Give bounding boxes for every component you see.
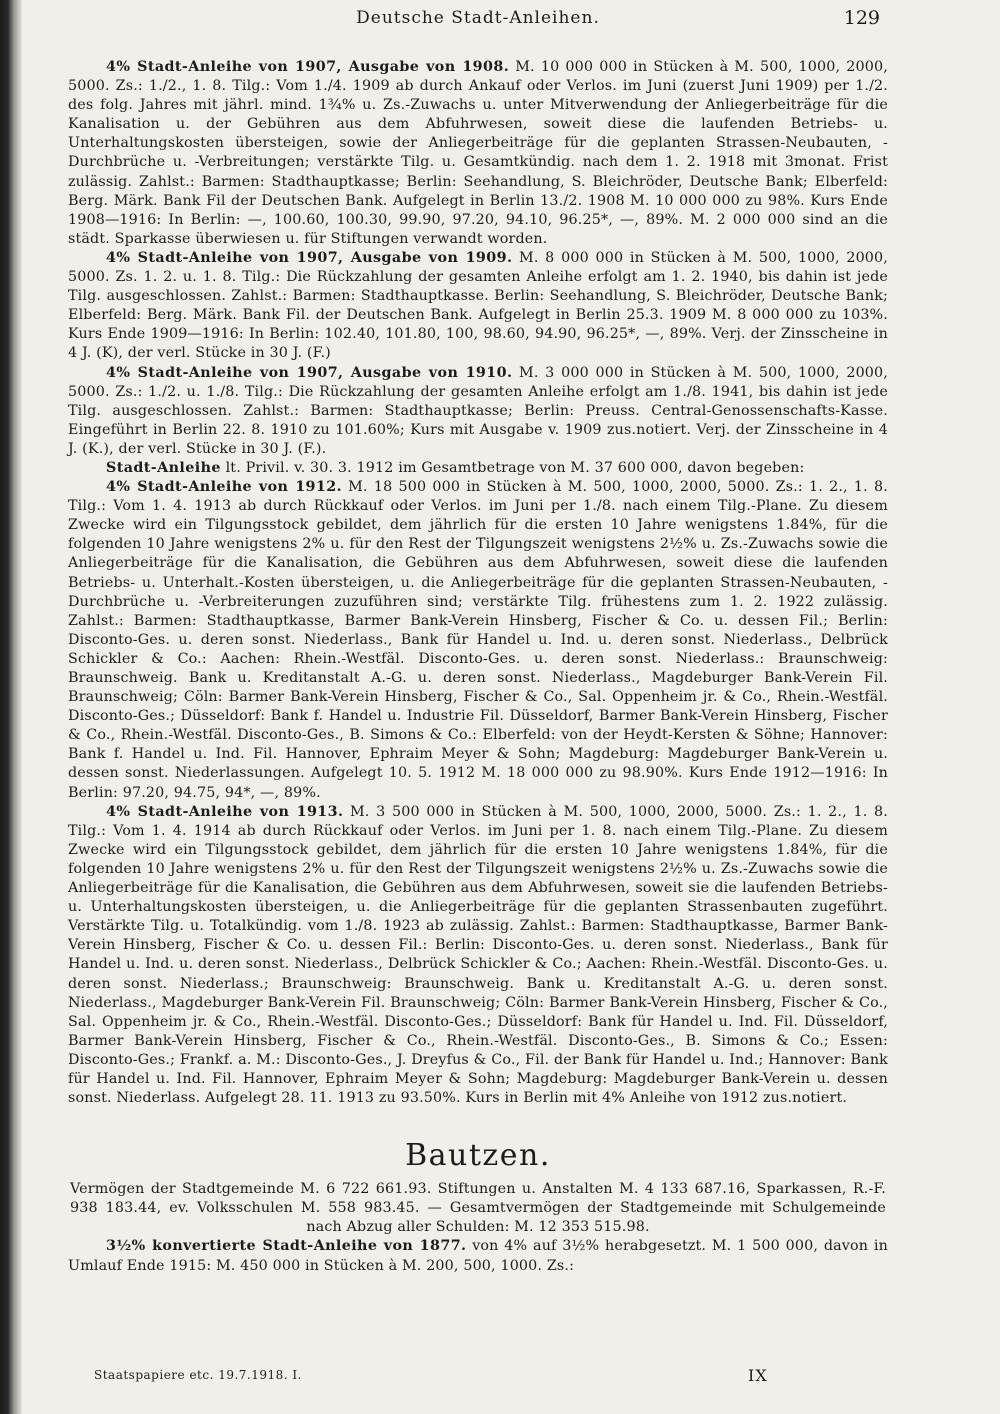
- entry-heading: 4% Stadt-Anleihe von 1907, Ausgabe von 1909.: [106, 249, 513, 266]
- loan-entry-1912: [68, 478, 888, 803]
- document-page: [68, 0, 888, 1414]
- page-footer: [68, 1368, 888, 1390]
- entry-text: M. 10 000 000 in Stücken à M. 500, 1000, 2000, 5000. Zs.: 1./2., 1. 8. Tilg.: Vom 1./4. 1909 ab durch Ankauf oder Verlos. im Juni (zuerst Juni 1909) per 1./2. des folg. Jahres mit jährl. mind. 1¾% u. Zs.-Zuwachs u. unter Mitverwendung der Anliegerbeiträge für die Kanalisation u. der Gebühren aus dem Abfuhrwesen, soweit diese die laufenden Betriebs- u. Unterhaltungskosten übersteigen, sowie der Anliegerbeiträge für die geplanten Strassen-Neubauten, -Durchbrüche u. -Verbreitungen; verstärkte Tilg. u. Gesamtkündig. nach dem 1. 2. 1918 mit 3monat. Frist zulässig. Zahlst.: Barmen: Stadthauptkasse; Berlin: Seehandlung, S. Bleichröder, Deutsche Bank; Elberfeld: Berg. Märk. Bank Fil der Deutschen Bank. Aufgelegt in Berlin 13./2. 1908 M. 10 000 000 zu 98%. Kurs Ende 1908—1916: In Berlin: —, 100.60, 100.30, 99.90, 97.20, 94.10, 96.25*, —, 89%. M. 2 000 000 sind an die städt. Sparkasse überwiesen u. für Stiftungen verwandt worden.: [68, 59, 888, 247]
- entry-text: M. 8 000 000 in Stücken à M. 500, 1000, 2000, 5000. Zs. 1. 2. u. 1. 8. Tilg.: Die Rückzahlung der gesamten Anleihe erfolgt am 1. 2. 1940, bis dahin ist jede Tilg. ausgeschlossen. Zahlst.: Barmen: Stadthauptkasse. Berlin: Seehandlung, S. Bleichröder, Deutsche Bank; Elberfeld: Berg. Märk. Bank Fil. der Deutschen Bank. Aufgelegt in Berlin 25.3. 1909 M. 8 000 000 zu 103%. Kurs Ende 1909—1916: In Berlin: 102.40, 101.80, 100, 98.60, 94.90, 96.25*, —, 89%. Verj. der Zinsscheine in 4 J. (K), der verl. Stücke in 30 J. (F.): [68, 249, 888, 362]
- loan-entry-1907-1910: [68, 364, 888, 459]
- running-head: [68, 8, 888, 36]
- book-gutter-edge: [0, 0, 22, 1414]
- entry-text: von 4% auf 3½% herabgesetzt. M. 1 500 000, davon in Umlauf Ende 1915: M. 450 000 in Stücken à M. 200, 500, 1000. Zs.:: [68, 1238, 888, 1274]
- entry-text: M. 18 500 000 in Stücken à M. 500, 1000, 2000, 5000. Zs.: 1. 2., 1. 8. Tilg.: Vom 1. 4. 1913 ab durch Rückkauf oder Verlos. im Juni per 1./8. nach einem Tilg.-Plane. Zu diesem Zwecke wird ein Tilgungsstock gebildet, dem jährlich für die ersten 10 Jahre wenigstens 1.84%, für die folgenden 10 Jahre wenigstens 2% u. für den Rest der Tilgungszeit wenigstens 2½% u. Zs.-Zuwachs sowie die Anliegerbeiträge für die Kanalisation, die Gebühren aus dem Abfuhrwesen, soweit diese die laufenden Betriebs- u. Unterhalt.-Kosten übersteigen, u. die Anliegerbeiträge für die geplanten Strassen-Neubauten, -Durchbrüche u. -Verbreiterungen zuzuführen sind; verstärkte Tilg. frühestens zum 1. 2. 1922 zulässig. Zahlst.: Barmen: Stadthauptkasse, Barmer Bank-Verein Hinsberg, Fischer & Co. u. dessen Fil.; Berlin: Disconto-Ges. u. deren sonst. Niederlass., Bank für Handel u. Ind. u. deren sonst. Niederlass., Delbrück Schickler & Co.: Aachen: Rhein.-Westfäl. Disconto-Ges. u. deren sonst. Niederlass.: Braunschweig: Braunschweig. Bank u. Kreditanstalt A.-G. u. deren sonst. Niederlass., Magdeburger Bank-Verein Fil. Braunschweig; Cöln: Barmer Bank-Verein Hinsberg, Fischer & Co., Sal. Oppenheim jr. & Co., Rhein.-Westfäl. Disconto-Ges.; Düsseldorf: Bank f. Handel u. Industrie Fil. Düsseldorf, Barmer Bank-Verein Hinsberg, Fischer & Co., Rhein.-Westfäl. Disconto-Ges., B. Simons & Co.: Elberfeld: von der Heydt-Kersten & Söhne; Hannover: Bank f. Handel u. Ind. Fil. Hannover, Ephraim Meyer & Sohn; Magdeburg: Magdeburger Bank-Verein u. dessen sonst. Niederlassungen. Aufgelegt 10. 5. 1912 M. 18 000 000 zu 98.90%. Kurs Ende 1912—1916: In Berlin: 97.20, 94.75, 94*, —, 89%.: [68, 479, 888, 801]
- entry-text: M. 3 500 000 in Stücken à M. 500, 1000, 2000, 5000. Zs.: 1. 2., 1. 8. Tilg.: Vom 1. 4. 1914 ab durch Rückkauf oder Verlos. im Juni per 1. 8. nach einem Tilg.-Plane. Zu diesem Zwecke wird ein Tilgungsstock gebildet, dem jährlich für die ersten 10 Jahre wenigstens 1.84%, für die folgenden 10 Jahre wenigstens 2% u. für den Rest der Tilgungszeit wenigstens 2½% u. Zs.-Zuwachs sowie die Anliegerbeiträge für die Kanalisation, die Gebühren aus dem Abfuhrwesen, soweit sie die laufenden Betriebs- u. Unterhaltungskosten übersteigen, u. die Anliegerbeiträge für die geplanten Strassenbauten zugeführt. Verstärkte Tilg. u. Totalkündig. vom 1./8. 1923 ab zulässig. Zahlst.: Barmen: Stadthauptkasse, Barmer Bank-Verein Hinsberg, Fischer & Co. u. dessen Fil.: Berlin: Disconto-Ges. u. deren sonst. Niederlass., Bank für Handel u. Ind. u. deren sonst. Niederlass., Delbrück Schickler & Co.; Aachen: Rhein.-Westfäl. Disconto-Ges. u. deren sonst. Niederlass.; Braunschweig: Braunschweig. Bank u. Kreditanstalt A.-G. u. deren sonst. Niederlass., Magdeburger Bank-Verein Fil. Braunschweig; Cöln: Barmer Bank-Verein Hinsberg, Fischer & Co., Sal. Oppenheim jr. & Co., Rhein.-Westfäl. Disconto-Ges.; Düsseldorf: Bank für Handel u. Ind. Fil. Düsseldorf, Barmer Bank-Verein Hinsberg, Fischer & Co., Rhein.-Westfäl. Disconto-Ges., B. Simons & Co.; Essen: Disconto-Ges.; Frankf. a. M.: Disconto-Ges., J. Dreyfus & Co., Fil. der Bank für Handel u. Ind.; Hannover: Bank für Handel u. Ind. Fil. Hannover, Ephraim Meyer & Sohn; Magdeburg: Magdeburger Bank-Verein u. dessen sonst. Niederlass. Aufgelegt 28. 11. 1913 zu 93.50%. Kurs in Berlin mit 4% Anleihe von 1912 zus.notiert.: [68, 803, 888, 1107]
- entry-heading: 4% Stadt-Anleihe von 1912.: [106, 479, 342, 496]
- entry-heading: Stadt-Anleihe: [106, 459, 221, 476]
- loan-entry-1907-1908: [68, 58, 888, 249]
- sheet-number: IX: [748, 1366, 768, 1385]
- entry-heading: 4% Stadt-Anleihe von 1907, Ausgabe von 1908.: [106, 59, 510, 75]
- entry-text: M. 3 000 000 in Stücken à M. 500, 1000, 2000, 5000. Zs.: 1./2. u. 1./8. Tilg.: Die Rückzahlung der gesamten Anleihe erfolgt am 1./8. 1941, bis dahin ist jede Tilg. ausgeschlossen. Zahlst.: Barmen: Stadthauptkasse; Berlin: Preuss. Central-Genossenschafts-Kasse. Eingeführt in Berlin 22. 8. 1910 zu 101.60%; Kurs mit Ausgabe v. 1909 zus.notiert. Verj. der Zinsscheine in 4 J. (K.), der verl. Stücke in 30 J. (F.).: [68, 364, 888, 457]
- city-assets-summary: Vermögen der Stadtgemeinde M. 6 722 661.93. Stiftungen u. Anstalten M. 4 133 687.16, Sparkassen, R.-F. 938 183.44, ev. Volksschulen M. 558 983.45. — Gesamtvermögen der Stadtgemeinde mit Schulgemeinde nach Abzug aller Schulden: M. 12 353 515.98.: [70, 1181, 886, 1236]
- page-number: 129: [843, 7, 880, 29]
- entry-heading: 4% Stadt-Anleihe von 1907, Ausgabe von 1910.: [106, 364, 513, 381]
- document-body: [68, 58, 888, 1276]
- loan-entry-1913: [68, 803, 888, 1109]
- loan-entry-bautzen-1877: [68, 1237, 888, 1275]
- printer-signature: Staatspapiere etc. 19.7.1918. I.: [94, 1368, 302, 1382]
- entry-text: lt. Privil. v. 30. 3. 1912 im Gesamtbetrage von M. 37 600 000, davon begeben:: [225, 459, 805, 476]
- entry-heading: 3½% konvertierte Stadt-Anleihe von 1877.: [106, 1238, 467, 1255]
- loan-entry-privilege-1912: [68, 459, 888, 478]
- running-head-title: Deutsche Stadt-Anleihen.: [356, 8, 600, 28]
- loan-entry-1907-1909: [68, 249, 888, 364]
- section-title-bautzen: Bautzen.: [405, 1138, 551, 1174]
- entry-heading: 4% Stadt-Anleihe von 1913.: [106, 803, 344, 820]
